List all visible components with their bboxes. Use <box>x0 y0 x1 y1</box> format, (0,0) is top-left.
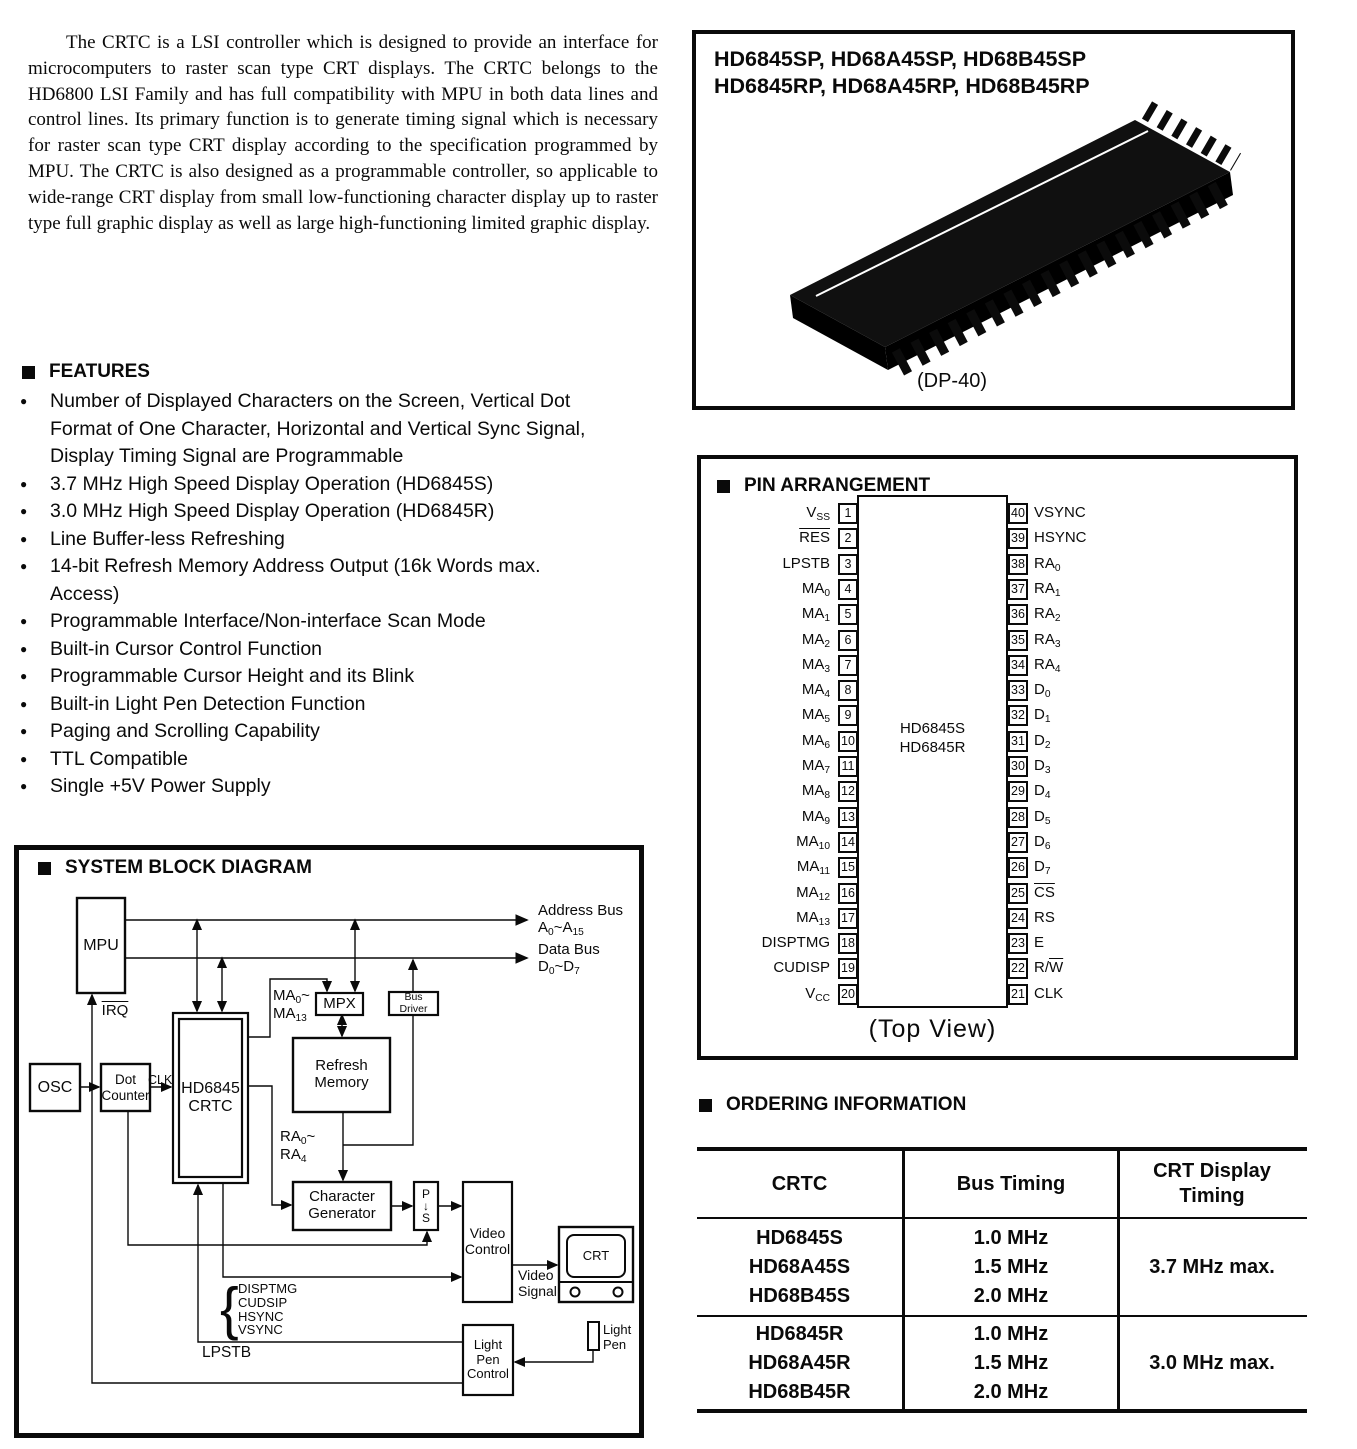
character-generator-block-label-line: Character <box>309 1188 375 1206</box>
pin-label: $MA_0$ <box>801 579 830 599</box>
chip-name-label <box>857 719 1008 757</box>
cell-bus-timing <box>905 1219 1120 1315</box>
ra-range-line2: $RA_4$ <box>280 1146 307 1166</box>
feature-item <box>20 773 620 801</box>
character-generator-block-label-line: Generator <box>308 1205 376 1222</box>
ma-bus-label <box>273 988 310 1025</box>
feature-text: Programmable Cursor Height and its Blink <box>50 665 415 687</box>
data-bus-label <box>538 942 600 977</box>
pin-number-box: 32 <box>1008 705 1028 726</box>
pin-number-box: 2 <box>838 528 858 549</box>
clk-signal-label: CLK <box>148 1073 173 1087</box>
timing-signals-label-line: CUDSIP <box>238 1294 288 1310</box>
pin-number-box: 24 <box>1008 908 1028 929</box>
pin-arrangement-box <box>697 455 1298 1060</box>
pin-number-box: 16 <box>838 883 858 904</box>
pin-label: $MA_1$ <box>801 605 830 625</box>
refresh-memory-block-label <box>293 1038 390 1112</box>
dot-counter-block-label-line: Dot <box>114 1072 136 1088</box>
feature-item <box>20 691 620 719</box>
crtc-block-label-line: HD6845 <box>181 1080 240 1098</box>
lpstb-signal-label: LPSTB <box>202 1344 252 1361</box>
pin-label: $RA_3$ <box>1034 630 1061 650</box>
feature-item <box>20 553 620 608</box>
dot-bullet-icon: ● <box>20 504 28 518</box>
dot-bullet-icon: ● <box>20 641 28 656</box>
video-control-block-label <box>463 1182 512 1302</box>
pin-number-box: 37 <box>1008 579 1028 600</box>
crtc-block-label <box>173 1013 248 1183</box>
pin-label: $V_{SS}$ <box>806 504 830 523</box>
p-to-s-block-label-line: P <box>421 1187 430 1201</box>
timing-signals-label <box>238 1282 297 1337</box>
pin-number-box: 9 <box>838 705 858 726</box>
feature-item <box>20 388 620 471</box>
pin-label: $\overline{CS}$ <box>1034 883 1055 901</box>
package-photo-box <box>692 30 1295 410</box>
dot-bullet-icon: ● <box>20 724 28 738</box>
pin-number-box: 21 <box>1008 984 1028 1005</box>
features-title: FEATURES <box>49 361 150 382</box>
block-diagram-title: SYSTEM BLOCK DIAGRAM <box>65 857 312 878</box>
light-pen-control-block-label-line: Pen <box>476 1351 500 1367</box>
pin-label: E <box>1034 934 1045 952</box>
timing-signals-label-line: VSYNC <box>238 1322 283 1338</box>
dot-bullet-icon: ● <box>20 779 28 793</box>
ordering-heading <box>699 1094 966 1116</box>
mpx-block-label <box>316 993 363 1015</box>
cell-crtc-value: HD68A45R <box>748 1351 851 1374</box>
video-signal-label-line: Signal <box>518 1282 557 1299</box>
light-pen-label-line: Light <box>603 1322 632 1337</box>
cell-bus-timing-value: 1.0 MHz <box>973 1226 1049 1249</box>
square-bullet-icon <box>717 480 730 493</box>
pin-label: $MA_9$ <box>801 807 830 827</box>
feature-text: Paging and Scrolling Capability <box>50 720 320 742</box>
pin-number-box: 27 <box>1008 832 1028 853</box>
pin-number-box: 31 <box>1008 731 1028 752</box>
pin-number-box: 3 <box>838 554 858 575</box>
cell-crtc-value: HD6845S <box>756 1226 843 1249</box>
pin-number-box: 1 <box>838 503 858 524</box>
refresh-memory-block-label-line: Refresh <box>315 1057 368 1075</box>
timing-signals-label-line: HSYNC <box>238 1308 284 1324</box>
cell-bus-timing-value: 1.0 MHz <box>973 1322 1049 1345</box>
light-pen-label <box>603 1323 631 1352</box>
pin-number-box: 22 <box>1008 958 1028 979</box>
cell-crtc-value: HD6845R <box>755 1322 844 1345</box>
pin-number-box: 12 <box>838 781 858 802</box>
light-pen-label-line: Pen <box>603 1336 627 1352</box>
pin-number-box: 11 <box>838 756 858 777</box>
osc-block-label <box>30 1064 80 1111</box>
pin-number-box: 4 <box>838 579 858 600</box>
dot-counter-block-label-line: Counter <box>101 1087 150 1103</box>
ma-range-line2: $MA_{13}$ <box>273 1005 307 1025</box>
cell-bus-timing-value: 1.5 MHz <box>973 1351 1049 1374</box>
p-to-s-block-label <box>414 1182 438 1230</box>
cell-bus-timing <box>905 1317 1120 1409</box>
pin-label: $MA_2$ <box>801 630 830 650</box>
pin-number-box: 34 <box>1008 655 1028 676</box>
feature-text: Programmable Interface/Non-interface Scan Mode <box>50 610 486 632</box>
part-numbers-line2: HD6845RP, HD68A45RP, HD68B45RP <box>714 74 1090 98</box>
pin-label: CUDISP <box>773 959 830 977</box>
feature-text: 14-bit Refresh Memory Address Output (16k Words max. Access) <box>50 555 541 605</box>
pin-label: $MA_3$ <box>801 655 830 675</box>
pin-number-box: 20 <box>838 984 858 1005</box>
cell-crt-display-timing <box>1120 1219 1304 1315</box>
feature-text: TTL Compatible <box>50 747 188 770</box>
pin-label: $D_5$ <box>1034 807 1051 827</box>
header-crt-display-timing <box>1120 1151 1304 1217</box>
p-to-s-block-label-line: S <box>421 1211 430 1225</box>
video-control-block-label-line: Control <box>464 1241 511 1257</box>
crtc-block-label-line: CRTC <box>188 1098 233 1115</box>
pin-label: $RA_0$ <box>1034 554 1061 574</box>
pin-label: $V_{CC}$ <box>805 984 830 1004</box>
light-pen-control-block-label-line: Light <box>473 1337 503 1353</box>
dot-bullet-icon: ● <box>20 751 28 766</box>
bus-driver-block-label <box>389 992 438 1015</box>
pin-label: $R/\overline{W}$ <box>1034 959 1064 977</box>
video-control-block-label-line: Video <box>469 1225 506 1242</box>
header-crtc-line: CRTC <box>771 1172 828 1195</box>
bus-driver-block-label-line: Driver <box>399 1002 428 1015</box>
pin-label: $MA_8$ <box>801 782 830 802</box>
cell-crtc-value: HD68A45S <box>748 1255 851 1278</box>
pin-number-box: 8 <box>838 680 858 701</box>
ordering-title: ORDERING INFORMATION <box>726 1094 967 1115</box>
data-bus-range: $D_0\sim D_7$ <box>538 957 580 977</box>
pin-number-box: 29 <box>1008 781 1028 802</box>
pin-number-box: 17 <box>838 908 858 929</box>
crt-block-label <box>567 1235 625 1277</box>
pin-number-box: 38 <box>1008 554 1028 575</box>
feature-item <box>20 471 620 499</box>
irq-signal-label: $\overline{IRQ}$ <box>101 1002 129 1019</box>
pin-label: HSYNC <box>1034 529 1087 547</box>
character-generator-block-label <box>293 1182 391 1230</box>
cell-bus-timing-value: 1.5 MHz <box>973 1255 1049 1278</box>
square-bullet-icon <box>699 1099 712 1112</box>
light-pen-control-block-label <box>463 1325 513 1395</box>
cell-crt-display-timing-value: 3.0 MHz max. <box>1149 1351 1275 1374</box>
pin-label: $D_7$ <box>1034 858 1051 878</box>
feature-text: 3.7 MHz High Speed Display Operation (HD6845S) <box>50 472 494 495</box>
pin-number-box: 19 <box>838 958 858 979</box>
pin-label: LPSTB <box>782 554 830 572</box>
osc-block-label-line: OSC <box>37 1078 73 1096</box>
feature-item <box>20 608 620 636</box>
pin-arrangement-heading <box>717 475 930 497</box>
chip-name-label-line: HD6845R <box>899 739 966 756</box>
pin-label: $MA_{11}$ <box>796 858 830 878</box>
header-crt-display-timing-line: CRT Display <box>1153 1160 1271 1182</box>
cell-crt-display-timing-value: 3.7 MHz max. <box>1149 1255 1275 1278</box>
cell-crt-display-timing <box>1120 1317 1304 1409</box>
ra-bus-label <box>280 1129 315 1166</box>
header-bus-timing <box>905 1151 1120 1217</box>
mpu-block-label <box>77 898 125 993</box>
pin-label: $MA_{10}$ <box>796 832 830 852</box>
pin-label: $MA_{13}$ <box>796 908 830 928</box>
bus-driver-block-label-line: Bus <box>404 990 423 1003</box>
ordering-table-header <box>697 1151 1307 1219</box>
p-to-s-block-label-line: ↓ <box>423 1199 429 1213</box>
pin-label: DISPTMG <box>761 934 830 952</box>
ordering-table-row <box>697 1219 1307 1317</box>
cell-crtc-value: HD68B45S <box>748 1284 851 1307</box>
pin-number-box: 18 <box>838 933 858 954</box>
pin-arrangement-title: PIN ARRANGEMENT <box>744 475 931 496</box>
pin-number-box: 7 <box>838 655 858 676</box>
pin-label: RS <box>1034 908 1055 926</box>
dot-counter-block-label <box>101 1064 150 1111</box>
feature-item <box>20 718 620 746</box>
pin-label: $RA_1$ <box>1034 579 1061 599</box>
intro-paragraph: The CRTC is a LSI controller which is designed to provide an interface for microcomputers to raster scan type CRT displays. The CRTC belongs to the HD6800 LSI Family and has full compatibility with MPU in both data lines and control lines. Its primary function is to generate timing signal which is necessary for raster scan type CRT display according to the specification programmed by MPU. The CRTC is also designed as a programmable controller, so applicable to wide-range CRT display from small low-functioning character display up to raster type full graphic display as well as large high-functioning limited graphic display. <box>28 32 658 234</box>
feature-text: Number of Displayed Characters on the Screen, Vertical Dot Format of One Character, Horizontal and Vertical Sync Signal, Display Timing Signal are Programmable <box>50 390 586 467</box>
header-bus-timing-line: Bus Timing <box>956 1172 1066 1195</box>
pin-label: $D_0$ <box>1034 681 1051 700</box>
pin-label: $D_2$ <box>1034 731 1051 751</box>
part-numbers <box>714 46 1090 100</box>
block-diagram-heading <box>38 857 312 879</box>
header-crtc <box>697 1151 905 1217</box>
pin-label: $D_4$ <box>1034 782 1051 802</box>
ma-range-line1: $MA_0\sim$ <box>273 987 310 1006</box>
pin-label: $D_6$ <box>1034 832 1051 852</box>
cell-crtc <box>697 1219 905 1315</box>
square-bullet-icon <box>22 366 35 379</box>
pin-label: $MA_6$ <box>801 731 830 751</box>
pin-number-box: 25 <box>1008 883 1028 904</box>
cell-crtc-value: HD68B45R <box>748 1380 851 1403</box>
mpx-block-label-line: MPX <box>323 994 356 1012</box>
dot-bullet-icon: ● <box>20 559 28 573</box>
pin-label: CLK <box>1034 984 1064 1002</box>
pin-arrangement-content <box>701 459 1294 1056</box>
pin-number-box: 40 <box>1008 503 1028 524</box>
pin-number-box: 26 <box>1008 857 1028 878</box>
address-bus-range: $A_0\sim A_{15}$ <box>538 918 584 938</box>
dot-bullet-icon: ● <box>20 669 28 683</box>
pin-number-box: 23 <box>1008 933 1028 954</box>
pin-number-box: 14 <box>838 832 858 853</box>
signals-brace: { <box>220 1274 239 1341</box>
pin-number-box: 36 <box>1008 604 1028 625</box>
pin-label: $MA_7$ <box>801 757 830 776</box>
pin-number-box: 35 <box>1008 630 1028 651</box>
refresh-memory-block-label-line: Memory <box>314 1074 369 1091</box>
pin-number-box: 5 <box>838 604 858 625</box>
feature-text: Built-in Cursor Control Function <box>50 637 323 660</box>
pin-number-box: 10 <box>838 731 858 752</box>
video-signal-label <box>518 1268 557 1299</box>
top-view-caption: (Top View) <box>868 1015 997 1043</box>
feature-text: 3.0 MHz High Speed Display Operation (HD6845R) <box>50 500 495 522</box>
pin-number-box: 33 <box>1008 680 1028 701</box>
pin-label: $MA_5$ <box>801 706 830 726</box>
pin-number-box: 30 <box>1008 756 1028 777</box>
pin-label: VSYNC <box>1034 504 1086 521</box>
pin-number-box: 6 <box>838 630 858 651</box>
square-bullet-icon <box>38 862 51 875</box>
address-bus-text: Address Bus <box>538 902 624 919</box>
pin-label: $RA_2$ <box>1034 605 1061 625</box>
feature-item <box>20 498 620 526</box>
feature-text: Line Buffer-less Refreshing <box>50 527 285 550</box>
cell-bus-timing-value: 2.0 MHz <box>973 1284 1049 1307</box>
features-heading <box>22 361 150 383</box>
part-numbers-line1: HD6845SP, HD68A45SP, HD68B45SP <box>714 47 1087 71</box>
ra-range-line1: $RA_0\sim$ <box>280 1128 316 1147</box>
feature-item <box>20 636 620 664</box>
header-crt-display-timing-line: Timing <box>1179 1185 1245 1207</box>
feature-text: Single +5V Power Supply <box>50 775 271 797</box>
pin-label: $MA_{12}$ <box>796 883 830 903</box>
pin-label: $MA_4$ <box>801 681 830 700</box>
pin-number-box: 15 <box>838 857 858 878</box>
dot-bullet-icon: ● <box>20 394 28 408</box>
data-bus-text: Data Bus <box>538 941 600 958</box>
cell-crtc <box>697 1317 905 1409</box>
light-pen-control-block-label-line: Control <box>467 1366 509 1382</box>
mpu-block-label-line: MPU <box>83 936 119 954</box>
pin-number-box: 28 <box>1008 807 1028 828</box>
ordering-table-row <box>697 1317 1307 1409</box>
pin-number-box: 13 <box>838 807 858 828</box>
package-caption: (DP-40) <box>916 370 987 392</box>
system-block-diagram <box>14 845 644 1438</box>
chip-name-label-line: HD6845S <box>899 720 966 737</box>
feature-item <box>20 746 620 774</box>
dot-bullet-icon: ● <box>20 696 28 711</box>
feature-text: Built-in Light Pen Detection Function <box>50 692 366 715</box>
ordering-table <box>697 1147 1307 1413</box>
feature-item <box>20 663 620 691</box>
cell-bus-timing-value: 2.0 MHz <box>973 1380 1049 1403</box>
timing-signals-label-line: DISPTMG <box>238 1281 298 1296</box>
pin-label: $D_3$ <box>1034 757 1051 776</box>
dot-bullet-icon: ● <box>20 614 28 628</box>
address-bus-label <box>538 903 623 938</box>
crt-block-label-line: CRT <box>582 1247 610 1263</box>
dot-bullet-icon: ● <box>20 476 28 491</box>
dot-bullet-icon: ● <box>20 531 28 546</box>
pin-label: $D_1$ <box>1034 706 1051 726</box>
pin-label: $\overline{RES}$ <box>799 529 830 547</box>
pin-number-box: 39 <box>1008 528 1028 549</box>
video-signal-label-line: Video <box>518 1267 554 1283</box>
pin-label: $RA_4$ <box>1034 655 1061 675</box>
feature-item <box>20 526 620 554</box>
features-list <box>20 388 620 801</box>
